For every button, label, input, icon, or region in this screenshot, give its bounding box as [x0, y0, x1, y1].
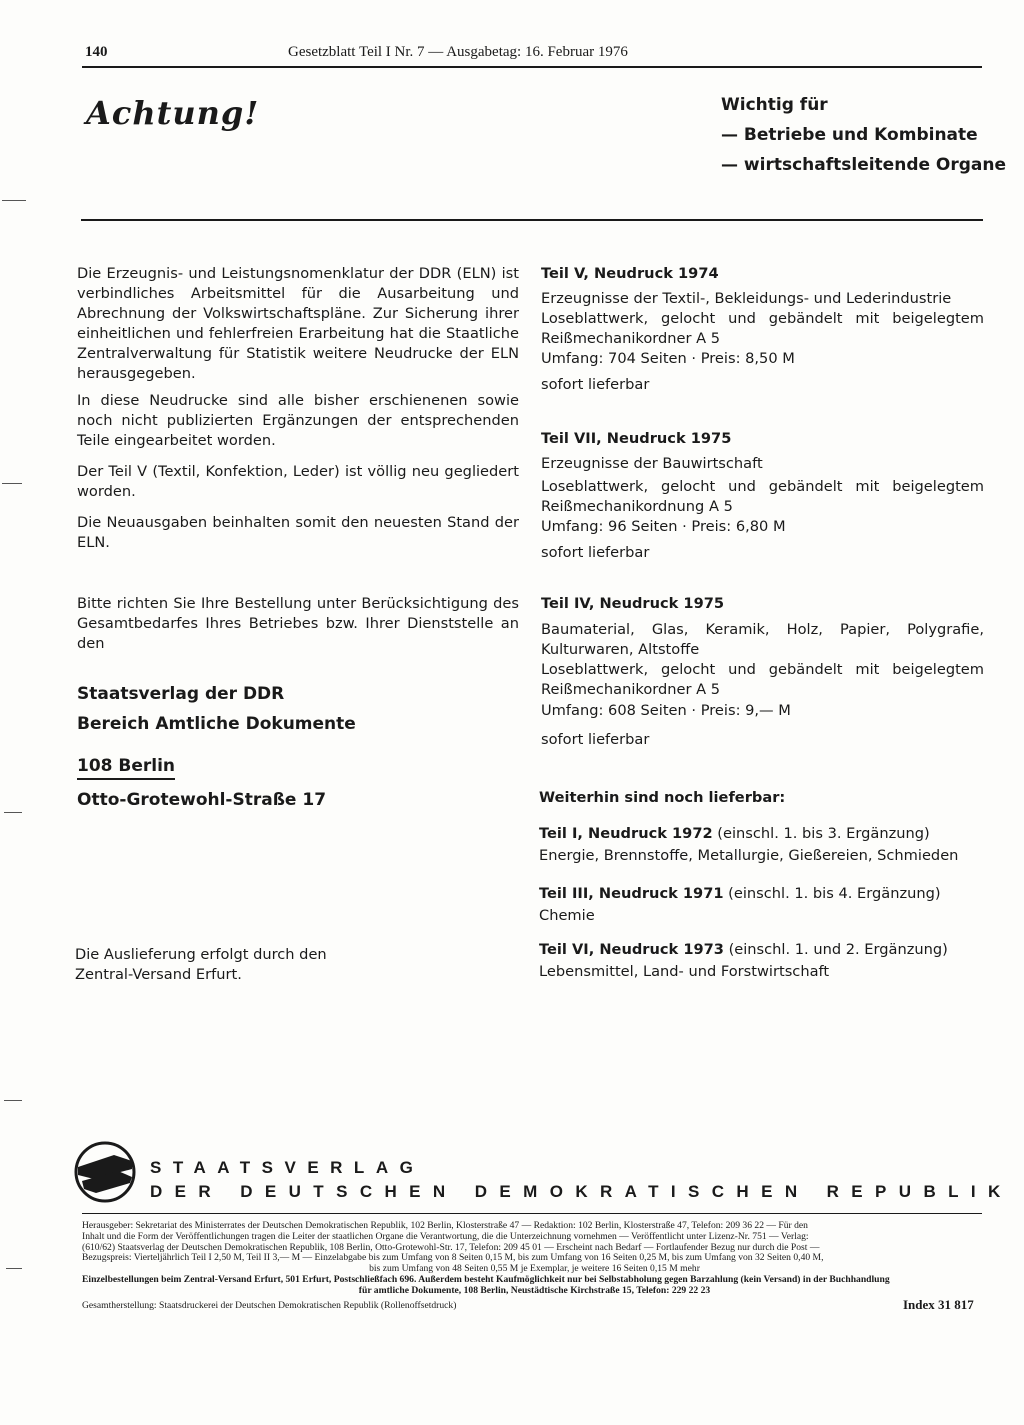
address-publisher: Staatsverlag der DDR — [77, 684, 285, 704]
intro-paragraph: Die Erzeugnis- und Leistungsnomenklatur der DDR (ELN) ist verbindliches Arbeitsmittel für die Ausarbeitung und Abrechnung der Volkswirtschaftspläne. Zur Sicherung ihrer einheitlichen und fehlerfreien Erarbeitung hat die Staatliche Zentralverwaltung für Statistik weitere Neudrucke der ELN herausgegeben. — [77, 265, 519, 382]
teil-iv-description: Baumaterial, Glas, Keramik, Holz, Papier, Polygrafie, Kulturwaren, Altstoffe — [541, 621, 984, 658]
imprint-line-5: bis zum Umfang von 48 Seiten 0,55 M je Exemplar, je weitere 16 Seiten 0,15 M mehr — [369, 1263, 700, 1275]
margin-mark — [2, 483, 22, 484]
important-title: Wichtig für — [721, 95, 828, 115]
gazette-header: Gesetzblatt Teil I Nr. 7 — Ausgabetag: 16. Februar 1976 — [288, 44, 628, 60]
teil-vi-description: Lebensmittel, Land- und Forstwirtschaft — [539, 963, 830, 980]
staatsverlag-logo-icon — [74, 1141, 136, 1203]
teil-vi-entry — [539, 940, 948, 960]
index-number: Index 31 817 — [903, 1297, 974, 1312]
important-item-2: — wirtschaftsleitende Organe — [721, 155, 1007, 175]
teil-vi-title: Teil VI, Neudruck 1973 — [539, 941, 724, 958]
imprint-line-3: (610/62) Staatsverlag der Deutschen Demokratischen Republik, 108 Berlin, Otto-Grotewohl-Str. 17, Telefon: 209 45 01 — Erscheint nach Bedarf — Fortlaufender Bezug nur durch die Post — — [82, 1241, 820, 1253]
header-rule — [82, 66, 982, 68]
teil-v-availability: sofort lieferbar — [541, 376, 650, 393]
teil-i-title: Teil I, Neudruck 1972 — [539, 825, 713, 842]
margin-mark — [2, 200, 26, 201]
teil-iv-size-price: Umfang: 608 Seiten · Preis: 9,— M — [541, 702, 791, 719]
edition-paragraph: Die Neuausgaben beinhalten somit den neuesten Stand der ELN. — [77, 514, 519, 551]
teil-iii-description: Chemie — [539, 907, 595, 924]
margin-mark — [6, 1268, 22, 1269]
supplement-paragraph: In diese Neudrucke sind alle bisher erschienenen sowie noch nicht publizierten Ergänzungen der entsprechenden Teile eingearbeitet worden. — [77, 392, 519, 449]
teil-v-size-price: Umfang: 704 Seiten · Preis: 8,50 M — [541, 350, 795, 367]
publisher-name-line2: DER DEUTSCHEN DEMOKRATISCHEN REPUBLIK — [150, 1182, 1013, 1201]
publisher-name-line1: STAATSVERLAG — [150, 1158, 425, 1177]
teil-vii-description: Erzeugnisse der Bauwirtschaft — [541, 455, 763, 472]
teil-v-title: Teil V, Neudruck 1974 — [541, 265, 719, 282]
order-paragraph: Bitte richten Sie Ihre Bestellung unter Berücksichtigung des Gesamtbedarfes Ihres Betriebes bzw. Ihrer Dienststelle an den — [77, 595, 519, 652]
teil-vii-binding: Loseblattwerk, gelocht und gebändelt mit beigelegtem Reißmechanikordnung A 5 — [541, 478, 984, 515]
address-city: 108 Berlin — [77, 756, 175, 780]
imprint-line-4: Bezugspreis: Vierteljährlich Teil I 2,50 M, Teil II 3,— M — Einzelabgabe bis zum Umfang von 8 Seiten 0,15 M, bis zum Umfang von 16 Seiten 0,25 M, bis zum Umfang von 32 Seiten 0,40 M, — [82, 1252, 824, 1264]
teil-iii-entry — [539, 884, 941, 904]
imprint-line-1: Herausgeber: Sekretariat des Ministerrates der Deutschen Demokratischen Republik, 102 Berlin, Klosterstraße 47 — Redaktion: 102 Berlin, Klosterstraße 47, Telefon: 209 36 22 — Für den — [82, 1220, 808, 1231]
further-available-heading: Weiterhin sind noch lieferbar: — [539, 789, 786, 806]
imprint-line-7: für amtliche Dokumente, 108 Berlin, Neustädtische Kirchstraße 15, Telefon: 229 22 23 — [358, 1284, 711, 1296]
imprint-line-2: Inhalt und die Form der Veröffentlichungen tragen die Leiter der staatlichen Organe die Verantwortung, die die Unterzeichnung vornehmen — Veröffentlicht unter Lizenz-Nr. 751 — Verlag: — [82, 1230, 809, 1242]
address-street: Otto-Grotewohl-Straße 17 — [77, 790, 327, 810]
teil-i-supplement: (einschl. 1. bis 3. Ergänzung) — [717, 825, 930, 842]
imprint-block — [82, 1221, 987, 1297]
section-rule — [81, 219, 983, 221]
attention-heading: Achtung! — [86, 94, 260, 132]
teil-v-description: Erzeugnisse der Textil-, Bekleidungs- und Lederindustrie — [541, 290, 952, 307]
teil-iv-title: Teil IV, Neudruck 1975 — [541, 595, 725, 612]
teil-v-binding: Loseblattwerk, gelocht und gebändelt mit beigelegtem Reißmechanikordner A 5 — [541, 310, 984, 347]
margin-mark — [4, 1100, 22, 1101]
teil-vii-title: Teil VII, Neudruck 1975 — [541, 430, 732, 447]
teil-vii-availability: sofort lieferbar — [541, 544, 650, 561]
teil-iii-supplement: (einschl. 1. bis 4. Ergänzung) — [728, 885, 941, 902]
page-number: 140 — [85, 44, 108, 60]
teil-i-entry — [539, 824, 930, 844]
teil-iv-binding: Loseblattwerk, gelocht und gebändelt mit beigelegtem Reißmechanikordner A 5 — [541, 661, 984, 698]
important-item-1: — Betriebe und Kombinate — [721, 125, 978, 145]
teil-iii-title: Teil III, Neudruck 1971 — [539, 885, 724, 902]
teil-i-description: Energie, Brennstoffe, Metallurgie, Gießereien, Schmieden — [539, 847, 959, 864]
address-department: Bereich Amtliche Dokumente — [77, 714, 356, 734]
teil-iv-availability: sofort lieferbar — [541, 731, 650, 748]
imprint-rule — [82, 1213, 982, 1214]
teil-vii-size-price: Umfang: 96 Seiten · Preis: 6,80 M — [541, 518, 786, 535]
part-v-paragraph: Der Teil V (Textil, Konfektion, Leder) ist völlig neu gegliedert worden. — [77, 463, 519, 500]
delivery-note: Die Auslieferung erfolgt durch den Zentral-Versand Erfurt. — [75, 946, 327, 983]
margin-mark — [4, 812, 22, 813]
teil-vi-supplement: (einschl. 1. und 2. Ergänzung) — [728, 941, 948, 958]
imprint-printer: Gesamtherstellung: Staatsdruckerei der Deutschen Demokratischen Republik (Rollenoffsetdruck) — [82, 1300, 457, 1311]
imprint-line-6: Einzelbestellungen beim Zentral-Versand Erfurt, 501 Erfurt, Postschließfach 696. Außerdem besteht Kaufmöglichkeit nur bei Selbstabholung gegen Barzahlung (kein Versand) in der Buchhandlung — [82, 1273, 890, 1285]
